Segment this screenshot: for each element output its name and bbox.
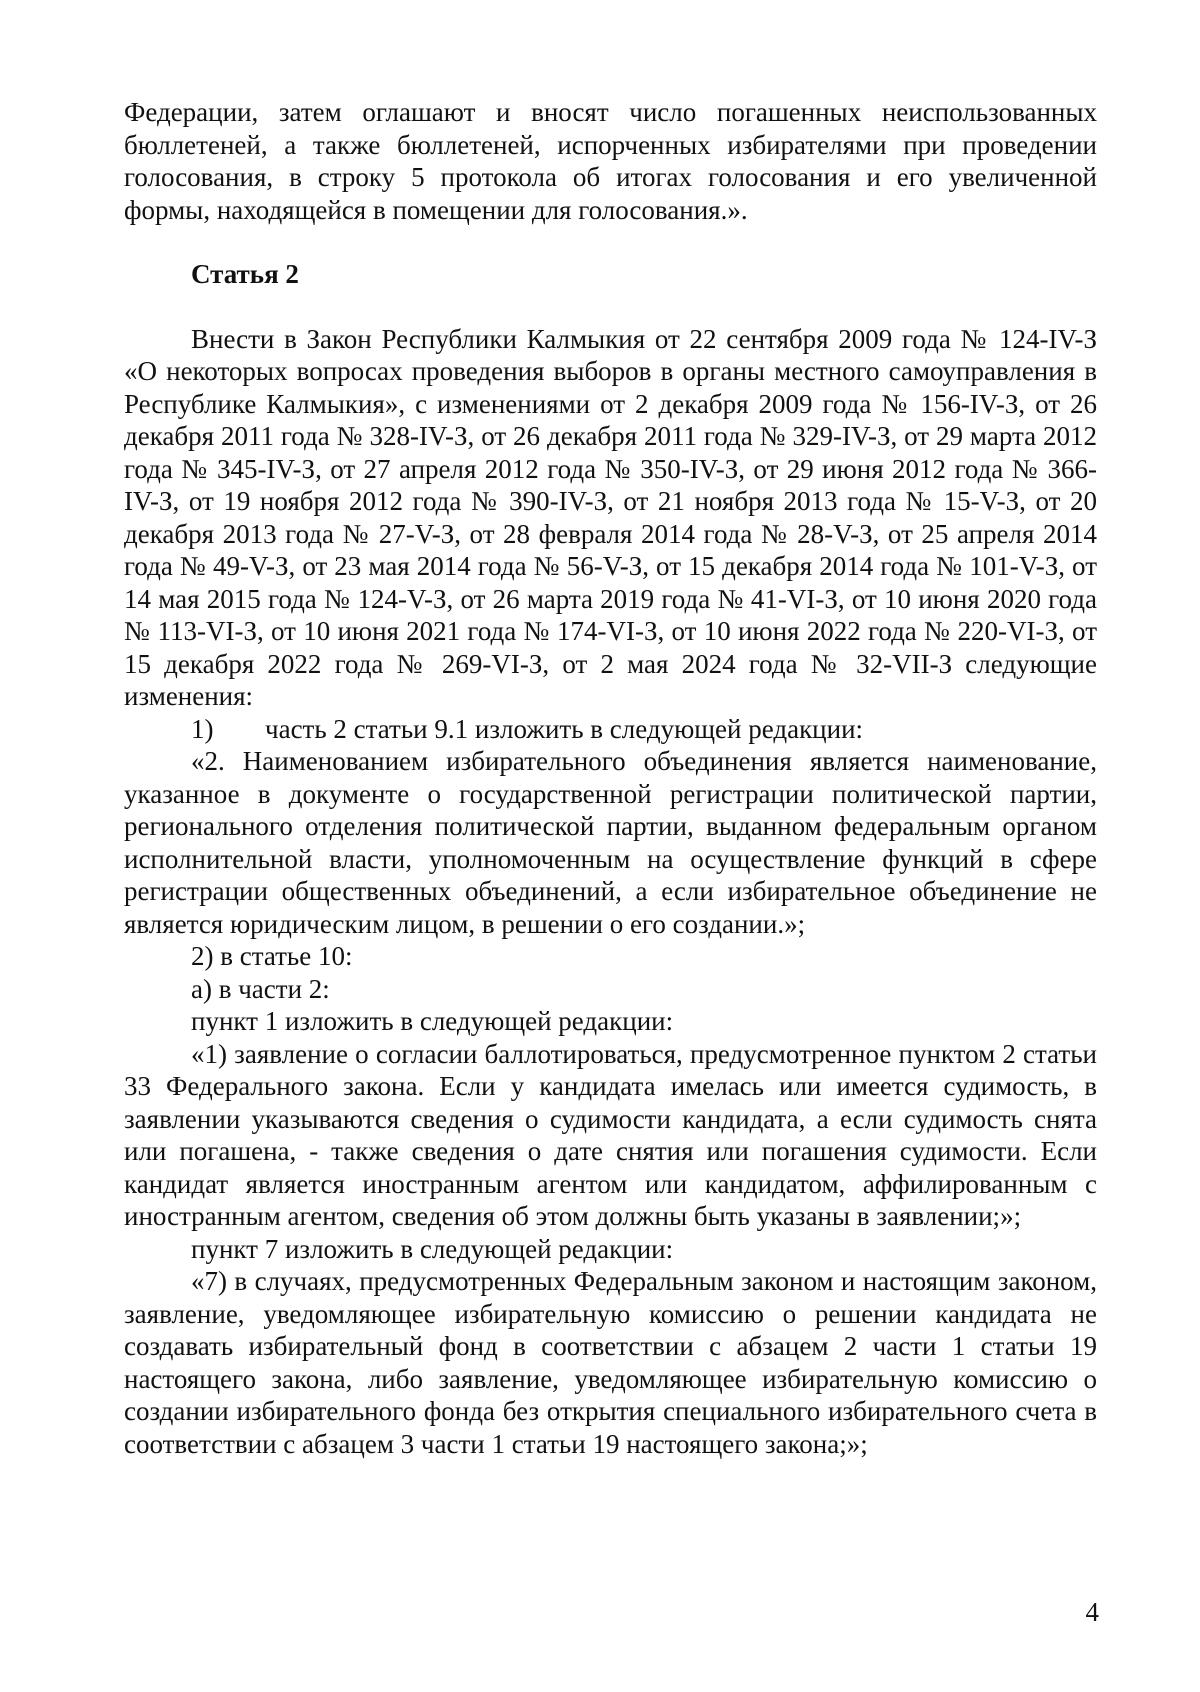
list-item-1 — [124, 713, 1097, 746]
spacer — [124, 291, 1097, 323]
list-item-2: 2) в статье 10: — [191, 941, 353, 971]
punkt-7-intro: пункт 7 изложить в следующей редакции: — [191, 1233, 674, 1264]
article-heading: Статья 2 — [191, 259, 299, 289]
punkt-7-paragraph: «7) в случаях, предусмотренных Федеральным законом и настоящим законом, заявление, уведомляющее избирательную комиссию о решении кандидата не создавать избирательный фонд в соответствии с абзацем 2 части 1 статьи 19 настоящего закона, либо заявление, уведомляющее избирательную комиссию о создании избирательного фонда без открытия специального избирательного счета в соответствии с абзацем 3 части 1 статьи 19 настоящего закона;»; — [124, 1266, 1097, 1459]
punkt-1-paragraph: «1) заявление о согласии баллотироваться, предусмотренное пунктом 2 статьи 33 Федерального закона. Если у кандидата имелась или имеется судимость, в заявлении указываются сведения о судимости кандидата, а если судимость снята или погашена, - также сведения о дате снятия или погашения судимости. Если кандидат является иностранным агентом или кандидатом, аффилированным с иностранным агентом, сведения об этом должны быть указаны в заявлении;»; — [124, 1038, 1097, 1231]
page-number: 4 — [1085, 1597, 1099, 1627]
punkt-1-intro: пункт 1 изложить в следующей редакции: — [191, 1006, 674, 1036]
intro-paragraph: Федерации, затем оглашают и вносят число погашенных неиспользованных бюллетеней, а также бюллетеней, испорченных избирателями при проведении голосования, в строку 5 протокола об итогах голосования и его увеличенной формы, находящейся в помещении для голосования.». — [124, 97, 1097, 225]
document-body — [124, 96, 1097, 1460]
list-item-number: 1) — [191, 713, 214, 744]
quote-part-2-paragraph: «2. Наименованием избирательного объединения является наименование, указанное в документе о государственной регистрации политической партии, регионального отделения политической партии, выданном федеральным органом исполнительной власти, уполномоченным на осуществление функций в сфере регистрации общественных объединений, а если избирательное объединение не является юридическим лицом, в решении о его создании.»; — [124, 746, 1097, 939]
list-item-text: часть 2 статьи 9.1 изложить в следующей редакции: — [265, 713, 864, 744]
spacer — [124, 226, 1097, 258]
amendment-paragraph: Внести в Закон Республики Калмыкия от 22 сентября 2009 года № 124-IV-З «О некоторых вопросах проведения выборов в органы местного самоуправления в Республике Калмыкия», с изменениями от 2 декабря 2009 года № 156-IV-З, от 26 декабря 2011 года № 328-IV-З, от 26 декабря 2011 года № 329-IV-З, от 29 марта 2012 года № 345-IV-З, от 27 апреля 2012 года № 350-IV-З, от 29 июня 2012 года № 366-IV-З, от 19 ноября 2012 года № 390-IV-З, от 21 ноября 2013 года № 15-V-З, от 20 декабря 2013 года № 27-V-З, от 28 февраля 2014 года № 28-V-З, от 25 апреля 2014 года № 49-V-З, от 23 мая 2014 года № 56-V-З, от 15 декабря 2014 года № 101-V-З, от 14 мая 2015 года № 124-V-З, от 26 марта 2019 года № 41-VI-З, от 10 июня 2020 года № 113-VI-З, от 10 июня 2021 года № 174-VI-З, от 10 июня 2022 года № 220-VI-З, от 15 декабря 2022 года № 269-VI-З, от 2 мая 2024 года № 32-VII-З следующие изменения: — [124, 323, 1097, 711]
list-subitem-a: а) в части 2: — [191, 973, 330, 1004]
